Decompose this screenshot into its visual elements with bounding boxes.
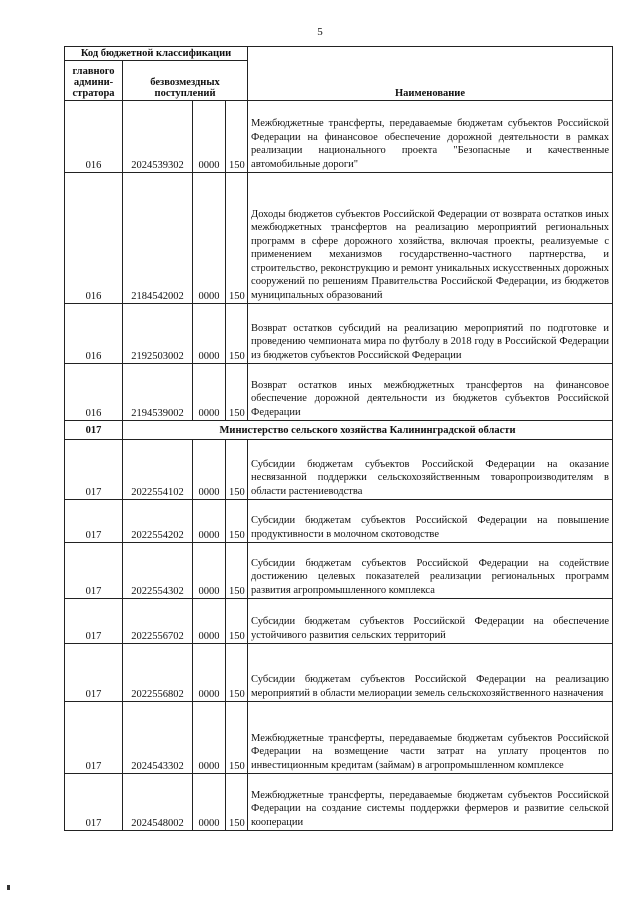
header-kbk: Код бюджетной классификации	[65, 47, 248, 61]
revenue-name: Доходы бюджетов субъектов Российской Федерации от возврата остатков иных межбюджетных трансфертов на реализацию мероприятий региональных программ в сфере дорожного хозяйства, включая проекты, реализуемые с применением механизмов государственно-частного партнерства, и строительство, реконструкцию и ремонт уникальных искусственных дорожных сооружений по решениям Правительства Российской Федерации, из бюджетов муниципальных образований	[248, 173, 613, 304]
sub-code: 0000	[193, 644, 226, 702]
revenue-name: Субсидии бюджетам субъектов Российской Федерации на содействие достижению целевых показателей реализации региональных программ развития агропромышленного комплекса	[248, 543, 613, 599]
revenue-code: 2022554102	[123, 440, 193, 500]
table-row	[65, 644, 613, 702]
admin-code: 017	[65, 599, 123, 644]
sub-code: 0000	[193, 500, 226, 543]
admin-code: 016	[65, 364, 123, 421]
revenue-code: 2192503002	[123, 304, 193, 364]
sub-code: 0000	[193, 702, 226, 774]
program-code: 150	[226, 364, 248, 421]
section-title: Министерство сельского хозяйства Калининградской области	[123, 421, 613, 440]
header-revenue: безвозмездных поступлений	[123, 61, 248, 101]
revenue-name: Межбюджетные трансферты, передаваемые бюджетам субъектов Российской Федерации на возмещение части затрат на уплату процентов по инвестиционным кредитам (займам) в агропромышленном комплексе	[248, 702, 613, 774]
revenue-name: Субсидии бюджетам субъектов Российской Федерации на повышение продуктивности в молочном скотоводстве	[248, 500, 613, 543]
table-row	[65, 440, 613, 500]
admin-code: 017	[65, 543, 123, 599]
table-row	[65, 173, 613, 304]
admin-code: 017	[65, 440, 123, 500]
sub-code: 0000	[193, 173, 226, 304]
sub-code: 0000	[193, 543, 226, 599]
scan-mark	[7, 885, 10, 890]
table-row	[65, 543, 613, 599]
sub-code: 0000	[193, 440, 226, 500]
program-code: 150	[226, 644, 248, 702]
table-row	[65, 599, 613, 644]
program-code: 150	[226, 702, 248, 774]
admin-code: 017	[65, 774, 123, 831]
program-code: 150	[226, 500, 248, 543]
budget-classification-table	[64, 46, 613, 831]
revenue-code: 2184542002	[123, 173, 193, 304]
revenue-name: Возврат остатков иных межбюджетных трансфертов на финансовое обеспечение дорожной деятельности из бюджетов субъектов Российской Федерации	[248, 364, 613, 421]
program-code: 150	[226, 543, 248, 599]
revenue-code: 2022556802	[123, 644, 193, 702]
revenue-code: 2194539002	[123, 364, 193, 421]
table-row	[65, 304, 613, 364]
table-row	[65, 774, 613, 831]
admin-code: 017	[65, 500, 123, 543]
revenue-code: 2024548002	[123, 774, 193, 831]
sub-code: 0000	[193, 101, 226, 173]
section-admin-code: 017	[65, 421, 123, 440]
revenue-name: Межбюджетные трансферты, передаваемые бюджетам субъектов Российской Федерации на создание системы поддержки фермеров и развитие сельской кооперации	[248, 774, 613, 831]
revenue-code: 2022554202	[123, 500, 193, 543]
table-row	[65, 500, 613, 543]
revenue-name: Субсидии бюджетам субъектов Российской Федерации на обеспечение устойчивого развития сельских территорий	[248, 599, 613, 644]
revenue-name: Субсидии бюджетам субъектов Российской Федерации на реализацию мероприятий в области мелиорации земель сельскохозяйственного назначения	[248, 644, 613, 702]
sub-code: 0000	[193, 599, 226, 644]
revenue-name: Субсидии бюджетам субъектов Российской Федерации на оказание несвязанной поддержки сельскохозяйственным товаропроизводителям в области растениеводства	[248, 440, 613, 500]
program-code: 150	[226, 304, 248, 364]
program-code: 150	[226, 774, 248, 831]
revenue-code: 2022556702	[123, 599, 193, 644]
sub-code: 0000	[193, 304, 226, 364]
program-code: 150	[226, 173, 248, 304]
program-code: 150	[226, 440, 248, 500]
table-row	[65, 702, 613, 774]
section-row	[65, 421, 613, 440]
program-code: 150	[226, 599, 248, 644]
revenue-code: 2022554302	[123, 543, 193, 599]
sub-code: 0000	[193, 774, 226, 831]
program-code: 150	[226, 101, 248, 173]
revenue-code: 2024539302	[123, 101, 193, 173]
revenue-code: 2024543302	[123, 702, 193, 774]
admin-code: 017	[65, 702, 123, 774]
header-admin: главного админи-стратора	[65, 61, 123, 101]
admin-code: 017	[65, 644, 123, 702]
admin-code: 016	[65, 101, 123, 173]
sub-code: 0000	[193, 364, 226, 421]
revenue-name: Возврат остатков субсидий на реализацию мероприятий по подготовке и проведению чемпионата мира по футболу в 2018 году в Российской Федерации из бюджетов субъектов Российской Федерации	[248, 304, 613, 364]
admin-code: 016	[65, 173, 123, 304]
revenue-name: Межбюджетные трансферты, передаваемые бюджетам субъектов Российской Федерации на финансовое обеспечение дорожной деятельности в рамках реализации национального проекта "Безопасные и качественные автомобильные дороги"	[248, 101, 613, 173]
table-row	[65, 364, 613, 421]
admin-code: 016	[65, 304, 123, 364]
header-name: Наименование	[248, 47, 613, 101]
page-number: 5	[317, 26, 323, 38]
table-row	[65, 101, 613, 173]
